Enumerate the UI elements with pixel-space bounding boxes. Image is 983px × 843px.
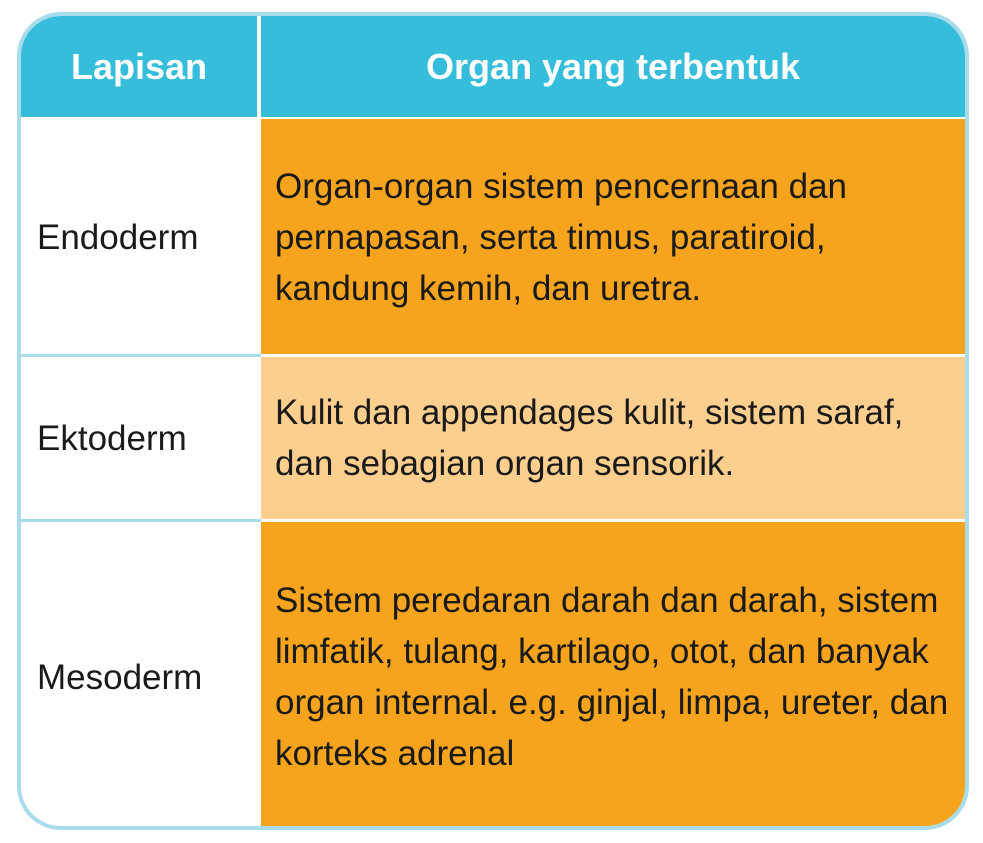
header-organ: Organ yang terbentuk: [261, 16, 965, 117]
row-organs: Kulit dan appendages kulit, sistem saraf, dan sebagian organ sensorik.: [261, 357, 965, 519]
row-organs: Organ-organ sistem pencernaan dan pernapasan, serta timus, paratiroid, kandung kemih, dan uretra.: [261, 119, 965, 355]
row-layer: Ektoderm: [37, 418, 187, 458]
header-lapisan: Lapisan: [21, 16, 257, 117]
row-organs: Sistem peredaran darah dan darah, sistem limfatik, tulang, kartilago, otot, dan banyak organ internal. e.g. ginjal, limpa, ureter, dan korteks adrenal: [261, 522, 965, 830]
row-layer: Mesoderm: [37, 657, 203, 697]
table: [17, 12, 969, 830]
row-layer: Endoderm: [37, 217, 199, 257]
